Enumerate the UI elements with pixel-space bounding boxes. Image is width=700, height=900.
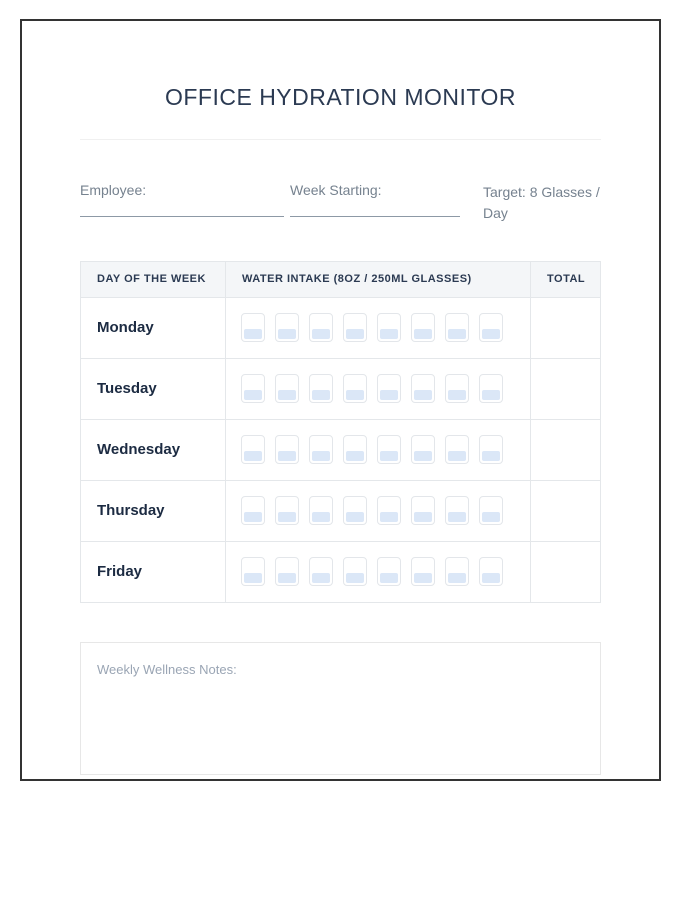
water-fill-icon bbox=[346, 451, 364, 461]
glass-checkbox[interactable] bbox=[275, 435, 299, 464]
water-fill-icon bbox=[312, 390, 330, 400]
water-fill-icon bbox=[482, 329, 500, 339]
water-fill-icon bbox=[448, 573, 466, 583]
day-label: Friday bbox=[81, 541, 226, 602]
glass-checkbox[interactable] bbox=[411, 496, 435, 525]
week-starting-label: Week Starting: bbox=[290, 181, 382, 198]
water-fill-icon bbox=[312, 573, 330, 583]
water-fill-icon bbox=[346, 390, 364, 400]
water-fill-icon bbox=[346, 573, 364, 583]
glass-row bbox=[241, 496, 529, 525]
glass-checkbox[interactable] bbox=[241, 496, 265, 525]
water-fill-icon bbox=[244, 512, 262, 522]
glass-checkbox[interactable] bbox=[411, 374, 435, 403]
glass-checkbox[interactable] bbox=[241, 374, 265, 403]
week-starting-field bbox=[290, 182, 460, 224]
water-fill-icon bbox=[380, 329, 398, 339]
water-fill-icon bbox=[244, 329, 262, 339]
header-divider bbox=[80, 139, 601, 140]
water-fill-icon bbox=[448, 329, 466, 339]
glass-row bbox=[241, 557, 529, 586]
water-fill-icon bbox=[380, 512, 398, 522]
day-label: Monday bbox=[81, 297, 226, 358]
glass-checkbox[interactable] bbox=[445, 557, 469, 586]
water-fill-icon bbox=[244, 451, 262, 461]
glass-checkbox[interactable] bbox=[309, 496, 333, 525]
water-fill-icon bbox=[312, 512, 330, 522]
water-fill-icon bbox=[482, 390, 500, 400]
glass-checkbox[interactable] bbox=[275, 557, 299, 586]
water-fill-icon bbox=[414, 390, 432, 400]
water-fill-icon bbox=[448, 512, 466, 522]
notes-label: Weekly Wellness Notes: bbox=[97, 661, 237, 677]
water-fill-icon bbox=[482, 512, 500, 522]
glass-row bbox=[241, 435, 529, 464]
glass-checkbox[interactable] bbox=[309, 557, 333, 586]
glass-checkbox[interactable] bbox=[241, 557, 265, 586]
glasses-cell bbox=[226, 358, 531, 419]
day-label: Wednesday bbox=[81, 419, 226, 480]
header-day-of-week: DAY OF THE WEEK bbox=[81, 261, 226, 297]
glass-checkbox[interactable] bbox=[445, 435, 469, 464]
glass-checkbox[interactable] bbox=[343, 374, 367, 403]
glass-row bbox=[241, 374, 529, 403]
day-label: Thursday bbox=[81, 480, 226, 541]
hydration-table bbox=[80, 261, 601, 603]
table-row bbox=[81, 541, 601, 602]
water-fill-icon bbox=[244, 573, 262, 583]
water-fill-icon bbox=[278, 573, 296, 583]
hydration-table-body bbox=[81, 297, 601, 602]
glass-checkbox[interactable] bbox=[479, 313, 503, 342]
week-starting-input-line[interactable] bbox=[290, 198, 460, 217]
glasses-cell bbox=[226, 480, 531, 541]
glass-checkbox[interactable] bbox=[377, 435, 401, 464]
water-fill-icon bbox=[278, 390, 296, 400]
total-cell bbox=[531, 297, 601, 358]
water-fill-icon bbox=[414, 451, 432, 461]
total-cell bbox=[531, 419, 601, 480]
water-fill-icon bbox=[346, 512, 364, 522]
glass-checkbox[interactable] bbox=[275, 374, 299, 403]
glass-checkbox[interactable] bbox=[377, 313, 401, 342]
water-fill-icon bbox=[312, 329, 330, 339]
glass-checkbox[interactable] bbox=[479, 435, 503, 464]
water-fill-icon bbox=[380, 390, 398, 400]
glass-checkbox[interactable] bbox=[241, 313, 265, 342]
info-fields-row bbox=[80, 182, 601, 224]
glass-checkbox[interactable] bbox=[411, 435, 435, 464]
water-fill-icon bbox=[414, 329, 432, 339]
glass-row bbox=[241, 313, 529, 342]
table-row bbox=[81, 358, 601, 419]
table-row bbox=[81, 297, 601, 358]
glasses-cell bbox=[226, 297, 531, 358]
glass-checkbox[interactable] bbox=[275, 496, 299, 525]
glasses-cell bbox=[226, 419, 531, 480]
total-cell bbox=[531, 480, 601, 541]
glass-checkbox[interactable] bbox=[445, 496, 469, 525]
glass-checkbox[interactable] bbox=[377, 374, 401, 403]
water-fill-icon bbox=[278, 329, 296, 339]
table-row bbox=[81, 419, 601, 480]
page-title: OFFICE HYDRATION MONITOR bbox=[164, 84, 517, 110]
water-fill-icon bbox=[482, 573, 500, 583]
glass-checkbox[interactable] bbox=[275, 313, 299, 342]
glass-checkbox[interactable] bbox=[309, 374, 333, 403]
water-fill-icon bbox=[346, 329, 364, 339]
glass-checkbox[interactable] bbox=[377, 557, 401, 586]
employee-label: Employee: bbox=[80, 181, 147, 198]
water-fill-icon bbox=[380, 451, 398, 461]
glass-checkbox[interactable] bbox=[479, 374, 503, 403]
water-fill-icon bbox=[244, 390, 262, 400]
total-cell bbox=[531, 358, 601, 419]
water-fill-icon bbox=[414, 573, 432, 583]
water-fill-icon bbox=[312, 451, 330, 461]
glass-checkbox[interactable] bbox=[377, 496, 401, 525]
water-fill-icon bbox=[448, 390, 466, 400]
glass-checkbox[interactable] bbox=[309, 435, 333, 464]
glass-checkbox[interactable] bbox=[479, 496, 503, 525]
hydration-form-page bbox=[20, 19, 661, 781]
notes-box[interactable] bbox=[80, 642, 601, 775]
glass-checkbox[interactable] bbox=[411, 313, 435, 342]
day-label: Tuesday bbox=[81, 358, 226, 419]
water-fill-icon bbox=[278, 451, 296, 461]
table-header-row bbox=[81, 261, 601, 297]
water-fill-icon bbox=[482, 451, 500, 461]
glass-checkbox[interactable] bbox=[343, 557, 367, 586]
glass-checkbox[interactable] bbox=[343, 313, 367, 342]
glass-checkbox[interactable] bbox=[343, 435, 367, 464]
header-total: TOTAL bbox=[531, 261, 601, 297]
total-cell bbox=[531, 541, 601, 602]
glass-checkbox[interactable] bbox=[343, 496, 367, 525]
employee-field bbox=[80, 182, 284, 224]
employee-input-line[interactable] bbox=[80, 198, 284, 217]
target-label: Target: 8 Glasses / Day bbox=[483, 183, 600, 221]
glass-checkbox[interactable] bbox=[445, 313, 469, 342]
glasses-cell bbox=[226, 541, 531, 602]
glass-checkbox[interactable] bbox=[445, 374, 469, 403]
water-fill-icon bbox=[380, 573, 398, 583]
header-water-intake: WATER INTAKE (8OZ / 250ML GLASSES) bbox=[226, 261, 531, 297]
water-fill-icon bbox=[278, 512, 296, 522]
glass-checkbox[interactable] bbox=[479, 557, 503, 586]
glass-checkbox[interactable] bbox=[309, 313, 333, 342]
glass-checkbox[interactable] bbox=[411, 557, 435, 586]
glass-checkbox[interactable] bbox=[241, 435, 265, 464]
water-fill-icon bbox=[414, 512, 432, 522]
table-row bbox=[81, 480, 601, 541]
water-fill-icon bbox=[448, 451, 466, 461]
